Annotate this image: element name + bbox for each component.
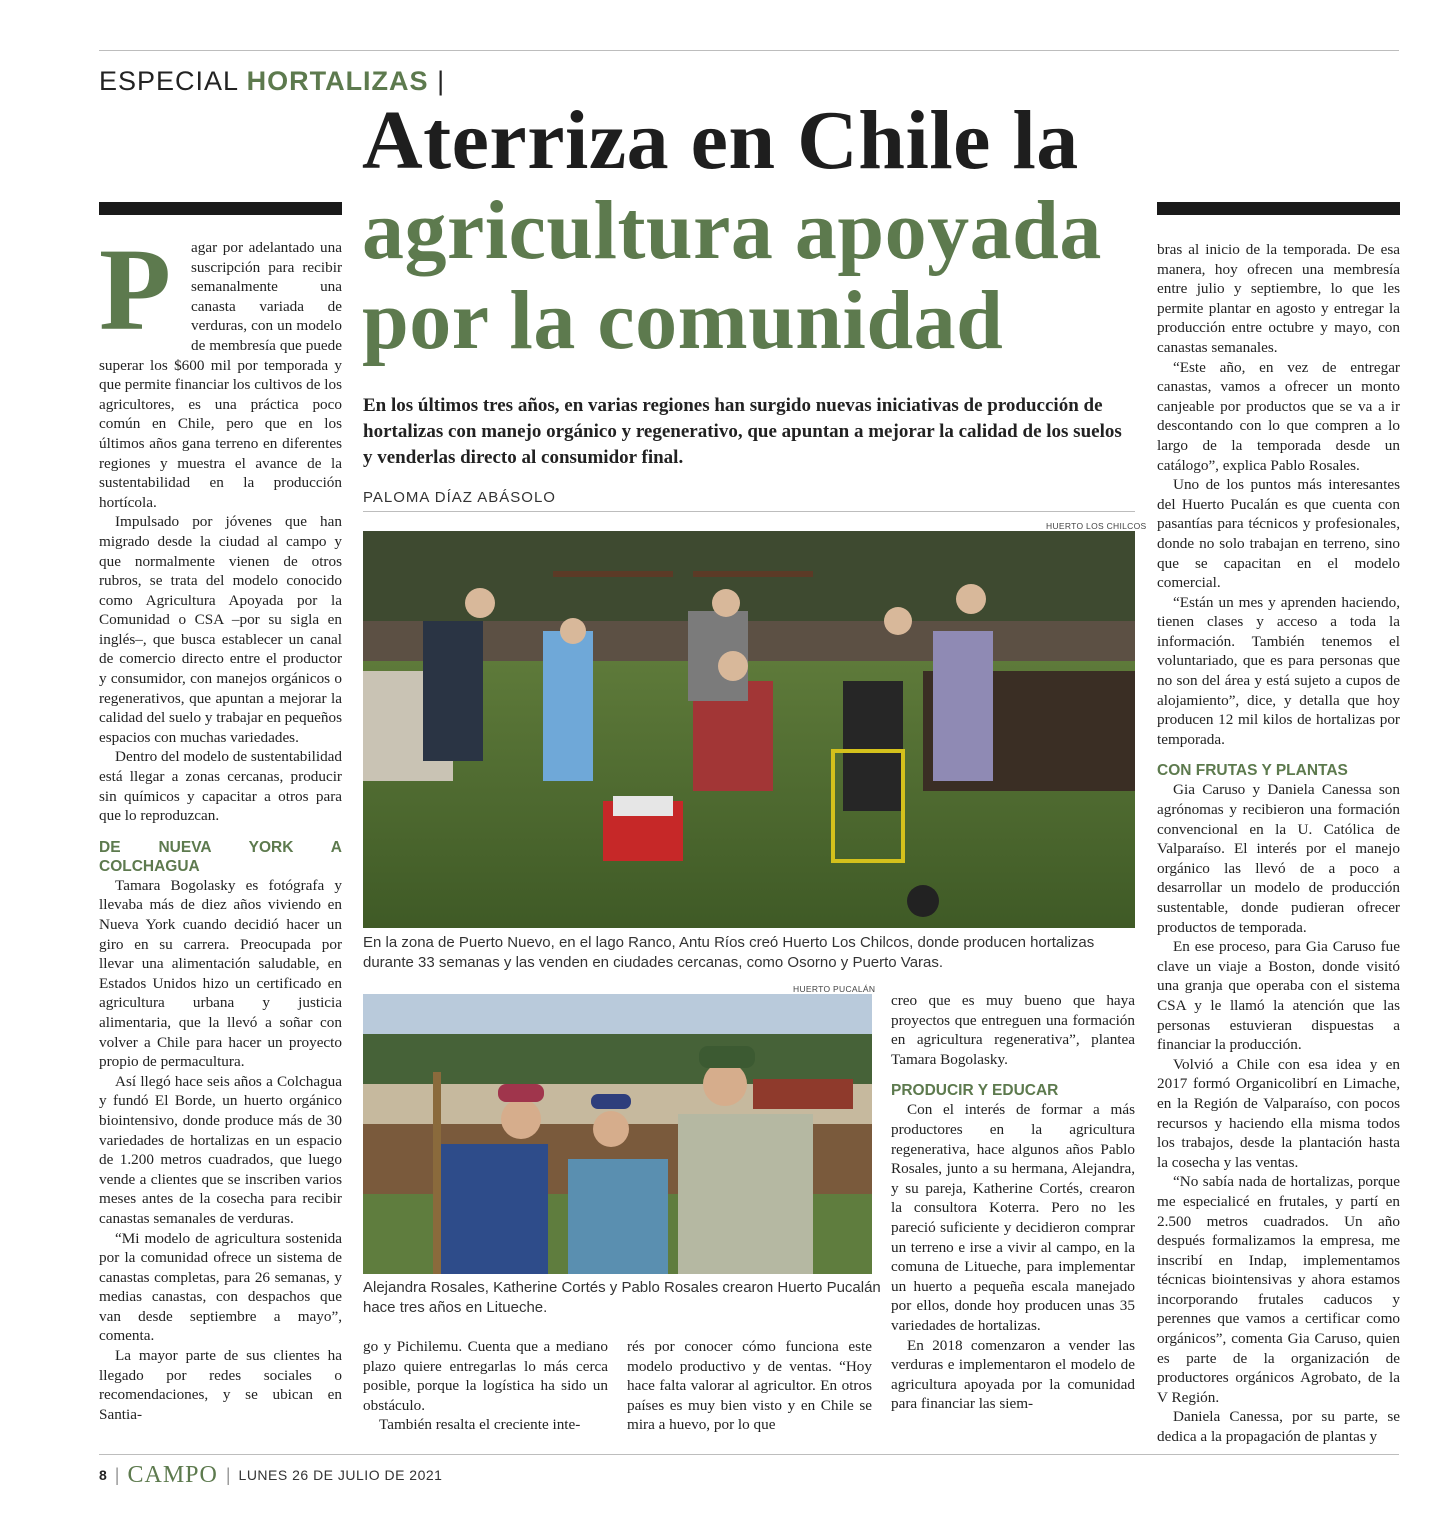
photo-huerto-pucalan bbox=[363, 994, 872, 1274]
section-separator: | bbox=[437, 66, 446, 96]
section-highlight: HORTALIZAS bbox=[246, 66, 429, 96]
footer-brand: CAMPO bbox=[127, 1461, 218, 1488]
col4-paragraph-3: En 2018 comenzaron a vender las verduras e implementaron el modelo de agricultura apoyada por la comunidad para financiar las siem- bbox=[891, 1336, 1135, 1413]
page-number: 8 bbox=[99, 1467, 107, 1483]
col1-paragraph-5: Así llegó hace seis años a Colchagua y fundó El Borde, un huerto orgánico biointensivo, donde produce más de 30 variedades de hortalizas en un espacio de 1.200 metros cuadrados, que luego vende a clientes que se inscriben varios meses antes de la cosecha para recibir canastas semanales de verduras. bbox=[99, 1072, 342, 1227]
top-rule bbox=[99, 50, 1399, 51]
col5-paragraph-6: En ese proceso, para Gia Caruso fue clave un viaje a Boston, donde visitó una granja que operaba con el sistema CSA y le llamó la atención que las personas estuvieran dispuestas a financiar la producción. bbox=[1157, 938, 1400, 1054]
col4-paragraph-1: creo que es muy bueno que haya proyectos que entreguen una formación en agricultura regenerativa”, plantea Tamara Bogolasky. bbox=[891, 992, 1135, 1068]
section-label bbox=[99, 66, 445, 97]
col1-paragraph-1: agar por adelantado una suscripción para recibir semanalmente una canasta variada de verduras, con un modelo de membresía que puede superar los $600 mil por temporada y que permite financiar los cultivos de los agricultores, es una práctica poco común en Chile, pero que en los últimos años gana terreno en diferentes regiones y muestra el avance de la sustentabilidad en la producción hortícola. bbox=[99, 239, 342, 511]
footer-date: LUNES 26 DE JULIO DE 2021 bbox=[238, 1467, 443, 1483]
col5-paragraph-7: Volvió a Chile con esa idea y en 2017 formó Organicolibrí en Limache, en la Región de Valparaíso, con pocos recursos y haciendo ella misma todos los trabajos, desde la plantación hasta la cosecha y las ventas. bbox=[1157, 1055, 1400, 1171]
subhead-producir-educar: PRODUCIR Y EDUCAR bbox=[891, 1082, 1059, 1100]
col1-paragraph-3: Dentro del modelo de sustentabilidad está llegar a zonas cercanas, producir sin químicos y capacitar a otros para que lo reproduzcan. bbox=[99, 748, 342, 825]
col5-paragraph-2: “Este año, en vez de entregar canastas, vamos a ofrecer un monto canjeable por productos que se va a ir descontando con lo que compren a lo largo de la temporada desde un catálogo”, explica Pablo Rosales. bbox=[1157, 358, 1400, 474]
col5-paragraph-9: Daniela Canessa, por su parte, se dedica a la propagación de plantas y bbox=[1157, 1408, 1400, 1446]
column-5 bbox=[1157, 240, 1400, 1447]
col1-paragraph-4: Tamara Bogolasky es fotógrafa y llevaba más de diez años viviendo en Nueva York cuando decidió hacer un giro en su carrera. Preocupada por llevar una alimentación saludable, en Estados Unidos hizo un certificado en agricultura urbana y justicia alimentaria, que la llevó a soñar con volver a Chile para hacer un proyecto propio de permacultura. bbox=[99, 876, 342, 1071]
photo1-credit: HUERTO LOS CHILCOS bbox=[1046, 521, 1147, 531]
col4-paragraph-2: Con el interés de formar a más productores en la agricultura regenerativa, hace algunos años Pablo Rosales, junto a su hermana, Alejandra, y su pareja, Katherine Cortés, crearon la consultora Koterra. Pero no les pareció suficiente y decidieron comprar un terreno e irse a vivir al campo, en la comuna de Litueche, para implementar un huerto a pequeña escala manejado por ellos, donde hoy producen unas 35 variedades de hortalizas. bbox=[891, 1101, 1135, 1334]
footer bbox=[99, 1460, 442, 1490]
subhead-frutas-plantas: CON FRUTAS Y PLANTAS bbox=[1157, 762, 1348, 780]
photo2-credit: HUERTO PUCALÁN bbox=[793, 984, 876, 994]
col1-paragraph-6: “Mi modelo de agricultura sostenida por la comunidad ofrece un sistema de canastas completas, para 26 semanas, y medias canastas, con despachos que van desde septiembre a mayo”, comenta. bbox=[99, 1229, 342, 1345]
col1-top-rule bbox=[99, 202, 342, 215]
headline-line-2: agricultura apoyada bbox=[362, 184, 1102, 277]
photo-huerto-los-chilcos bbox=[363, 531, 1135, 928]
column-1 bbox=[99, 224, 342, 1424]
col5-top-rule bbox=[1157, 202, 1400, 215]
byline: PALOMA DÍAZ ABÁSOLO bbox=[363, 489, 556, 506]
headline bbox=[362, 96, 1152, 366]
col2-paragraph-1: go y Pichilemu. Cuenta que a mediano plazo quiere entregarlas lo más cerca posible, porque la logística ha sido un obstáculo. bbox=[363, 1338, 608, 1414]
byline-rule bbox=[363, 511, 1135, 512]
footer-rule bbox=[99, 1454, 1399, 1455]
subhead-nueva-york: DE NUEVA YORK A COLCHAGUA bbox=[99, 838, 342, 875]
farmers-photo-2 bbox=[363, 994, 872, 1274]
col3-paragraph-1: rés por conocer cómo funciona este modelo productivo y de ventas. “Hoy hace falta valorar al agricultor. En otros países es muy bien visto y en Chile se mira a huevo, por lo que bbox=[627, 1338, 872, 1434]
col5-paragraph-4: “Están un mes y aprenden haciendo, tienen clases y acceso a toda la información. También tenemos el voluntariado, que es para personas que no son del área y está sujeto a cupos de alojamiento”, dice, y detalla que hoy producen 12 mil kilos de hortalizas por temporada. bbox=[1157, 593, 1400, 748]
footer-separator-2: | bbox=[225, 1464, 231, 1485]
col1-paragraph-2: Impulsado por jóvenes que han migrado desde la ciudad al campo y que normalmente vienen de otros rubros, se trata del modelo conocido como Agricultura Apoyada por la Comunidad o CSA –por su sigla en inglés–, que busca establecer un canal de comercio directo entre el productor y consumidor, con manejos orgánicos o regenerativos, que apuntan a mejorar la calidad del suelo y trabajar en pequeños espacios con muchas variedades. bbox=[99, 513, 342, 746]
col5-paragraph-8: “No sabía nada de hortalizas, porque me especialicé en frutales, y partí en 2.500 metros cuadrados. Un año después formalizamos la empresa, me inscribí en Indap, implementamos técnicas biointensivas y ahora estamos incorporando frutales caducos y perennes que vamos a certificar como orgánicos”, comenta Gia Caruso, quien es parte de la organización de productores orgánicos Agrobato, de la V Región. bbox=[1157, 1173, 1400, 1406]
footer-separator-1: | bbox=[114, 1464, 120, 1485]
col2-paragraph-2: También resalta el creciente inte- bbox=[379, 1416, 581, 1434]
col1-paragraph-7: La mayor parte de sus clientes ha llegado por redes sociales o recomendaciones, y se ubican en Santia- bbox=[99, 1347, 342, 1423]
headline-line-1: Aterriza en Chile la bbox=[362, 94, 1079, 187]
headline-line-3: por la comunidad bbox=[362, 274, 1004, 367]
farmers-photo-1 bbox=[363, 531, 1135, 928]
col5-paragraph-3: Uno de los puntos más interesantes del Huerto Pucalán es que cuenta con pasantías para técnicos y profesionales, donde no solo trabajan en terreno, sino que se capacitan en el modelo comercial. bbox=[1157, 476, 1400, 592]
col5-paragraph-1: bras al inicio de la temporada. De esa manera, hoy ofrecen una membresía entre julio y septiembre, lo que les permite plantar en agosto y entregar la producción entre octubre y mayo, con canastas semanales. bbox=[1157, 241, 1400, 356]
photo1-caption: En la zona de Puerto Nuevo, en el lago Ranco, Antu Ríos creó Huerto Los Chilcos, donde producen hortalizas durante 33 semanas y las venden en ciudades cercanas, como Osorno y Puerto Varas. bbox=[363, 934, 1095, 971]
section-label-text: ESPECIAL bbox=[99, 66, 239, 96]
drop-cap: P bbox=[99, 224, 172, 355]
photo2-caption: Alejandra Rosales, Katherine Cortés y Pablo Rosales crearon Huerto Pucalán hace tres años en Litueche. bbox=[363, 1279, 881, 1316]
column-3 bbox=[627, 1337, 872, 1435]
column-2 bbox=[363, 1337, 608, 1435]
col5-paragraph-5: Gia Caruso y Daniela Canessa son agrónomas y recibieron una formación convencional en la U. Católica de Valparaíso. El interés por el manejo orgánico las llevó de a poco a desarrollar un modelo de producción sustentable, donde pudieran ofrecer productos de temporada. bbox=[1157, 781, 1400, 936]
lead-paragraph: En los últimos tres años, en varias regiones han surgido nuevas iniciativas de producción de hortalizas con manejo orgánico y regenerativo, que apuntan a mejorar la calidad de los suelos y venderlas directo al consumidor final. bbox=[363, 395, 1122, 468]
column-4 bbox=[891, 991, 1135, 1414]
